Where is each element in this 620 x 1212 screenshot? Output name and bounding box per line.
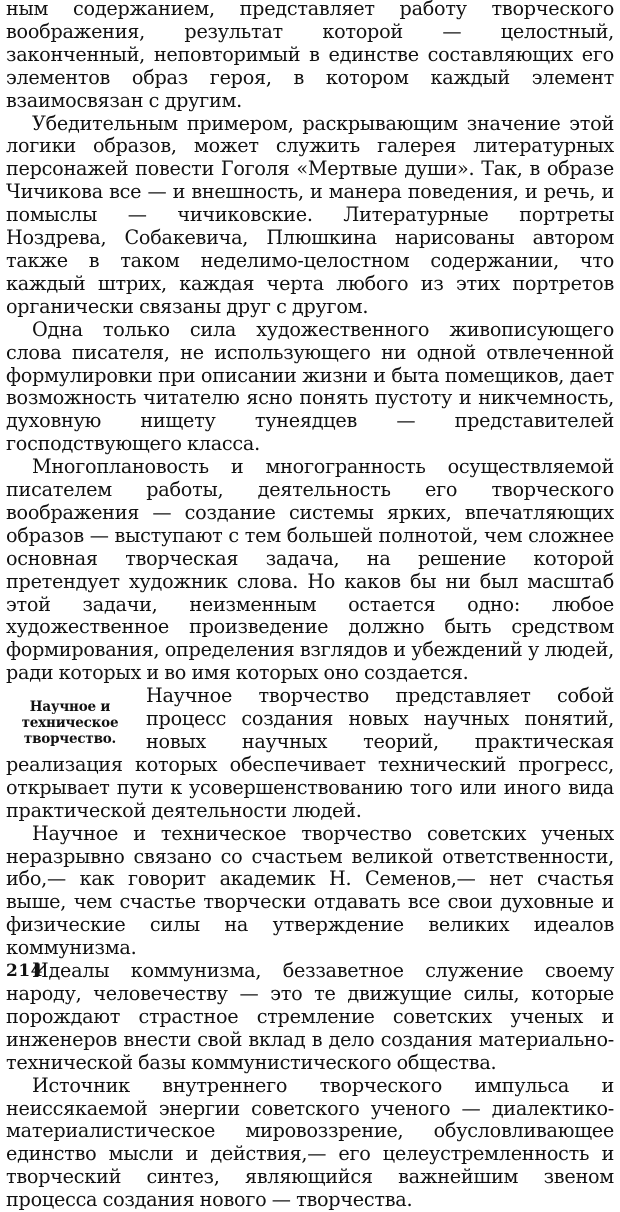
page-number: 214 (6, 961, 43, 981)
section-scientific-creativity (6, 685, 614, 1212)
paragraph-responsibility: Научное и техническое творчество советских ученых неразрывно связано со счастьем великой ответственности, ибо,— как говорит академик Н. Семенов,— нет счастья выше, чем счастье творчески отдавать все свои духовные и физические силы на утверждение великих идеалов коммунизма. (6, 821, 614, 960)
book-page (6, 0, 614, 1212)
paragraph-continuation: ным содержанием, представляет работу творческого воображения, результат которой — целостный, законченный, неповторимый в единстве составляющих его элементов образ героя, в котором каждый элемент взаимосвязан с другим. (6, 0, 614, 112)
paragraph-ideals: Идеалы коммунизма, беззаветное служение своему народу, человечеству — это те движущие силы, которые порождают страстное стремление советских ученых и инженеров внести свой вклад в дело создания материально-технической базы коммунистического общества. (6, 959, 614, 1074)
paragraph-artistic-word: Одна только сила художественного живописующего слова писателя, не использующего ни одной отвлеченной формулировки при описании жизни и быта помещиков, дает возможность читателю ясно понять пустоту и никчемность, духовную нищету тунеядцев — представителей господствующего класса. (6, 317, 614, 456)
paragraph-gogol-example: Убедительным примером, раскрывающим значение этой логики образов, может служить галерея литературных персонажей повести Гоголя «Мертвые души». Так, в образе Чичикова все — и внешность, и манера поведения, и речь, и помыслы — чичиковские. Литературные портреты Ноздрева, Собакевича, Плюшкина нарисованы автором также в таком неделимо-целостном содержании, что каждый штрих, каждая черта любого из этих портретов органически связаны друг с другом. (6, 111, 614, 318)
paragraph-multifaceted-work: Многоплановость и многогранность осуществляемой писателем работы, деятельность его творческого воображения — создание системы ярких, впечатляющих образов — выступают с тем большей полнотой, чем сложнее основная творческая задача, на решение которой претендует художник слова. Но каков бы ни был масштаб этой задачи, неизменным остается одно: любое художественное произведение должно быть средством формирования, определения взглядов и убеждений у людей, ради которых и во имя которых оно создается. (6, 455, 614, 685)
paragraph-scientific-creativity: Научное творчество представляет собой процесс создания новых научных понятий, новых научных теорий, практическая реализация которых обеспечивает технический прогресс, открывает пути к усовершенствованию того или иного вида практической деятельности людей. (6, 684, 614, 822)
paragraph-worldview: Источник внутреннего творческого импульса и неиссякаемой энергии советского ученого — диалектико-материалистическое мировоззрение, обусловливающее единство мысли и действия,— его целеустремленность и творческий синтез, являющийся важнейшим звеном процесса создания нового — творчества. (6, 1073, 614, 1212)
side-heading: Научное и техническое творчество. (21, 699, 119, 748)
